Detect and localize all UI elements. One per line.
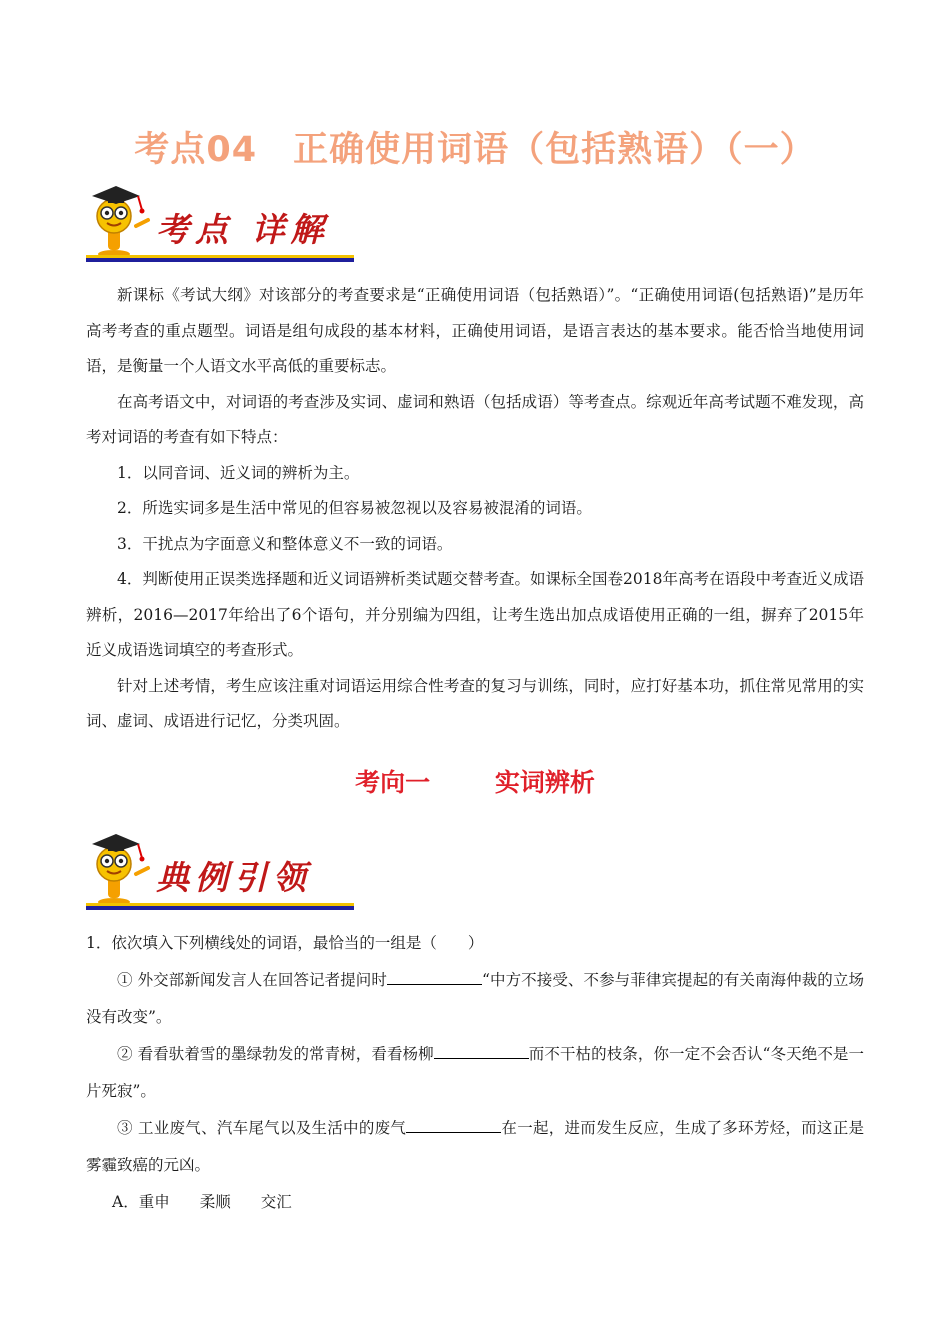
sentence-2: ② 看看驮着雪的墨绿勃发的常青树，看看杨柳 而不干枯的枝条，你一定不会否认“冬天绝不是一片死寂”。 (86, 1045, 864, 1100)
option-letter: A． (112, 1193, 139, 1211)
intro-paragraph: 在高考语文中，对词语的考查涉及实词、虚词和熟语（包括成语）等考查点。综观近年高考试题不难发现，高考对词语的考查有如下特点： (86, 392, 864, 446)
sentence-1: ① 外交部新闻发言人在回答记者提问时 “中方不接受、不参与菲律宾提起的有关南海仲裁的立场没有改变”。 (86, 971, 864, 1026)
page-title: 考点04 正确使用词语（包括熟语）（一） (134, 130, 816, 170)
section-heading (0, 763, 950, 799)
fill-blank (434, 1044, 529, 1059)
scholar-mascot-icon (86, 828, 166, 908)
banner-underline (86, 903, 354, 910)
section-topic: 实词辨析 (494, 768, 595, 797)
question-block (86, 925, 864, 1221)
fill-blank (387, 970, 482, 985)
feature-item: 4．判断使用正误类选择题和近义词语辨析类试题交替考查。如课标全国卷2018年高考在语段中考查近义成语辨析，2016—2017年给出了6个语句，并分别编为四组，让考生选出加点成语使用正确的一组，摒弃了2015年近义成语选词填空的考查形式。 (86, 570, 864, 659)
question-stem: 1．依次填入下列横线处的词语，最恰当的一组是（ ） (86, 934, 484, 952)
feature-item: 1．以同音词、近义词的辨析为主。 (117, 463, 360, 482)
fill-blank (406, 1118, 501, 1133)
banner-kaodian-xiangjie (86, 180, 354, 262)
feature-item: 3．干扰点为字面意义和整体意义不一致的词语。 (117, 534, 453, 553)
section-number: 考向一 (355, 768, 431, 797)
banner-underline (86, 255, 354, 262)
option-a: A．重申 柔顺 交汇 (112, 1193, 292, 1211)
banner-label: 典例引领 (156, 858, 312, 897)
intro-section (86, 278, 864, 740)
scholar-mascot-icon (86, 180, 166, 260)
banner-label: 考点 详解 (156, 210, 330, 249)
intro-paragraph: 新课标《考试大纲》对该部分的考查要求是“正确使用词语（包括熟语）”。“正确使用词语(包括熟语)”是历年高考考查的重点题型。词语是组句成段的基本材料，正确使用词语，是语言表达的基本要求。能否恰当地使用词语，是衡量一个人语文水平高低的重要标志。 (86, 286, 864, 375)
feature-item: 2．所选实词多是生活中常见的但容易被忽视以及容易被混淆的词语。 (117, 499, 592, 517)
banner-dianli-yinling (86, 828, 354, 910)
intro-paragraph: 针对上述考情，考生应该注重对词语运用综合性考查的复习与训练，同时，应打好基本功，抓住常见常用的实词、虚词、成语进行记忆，分类巩固。 (86, 676, 864, 730)
sentence-3: ③ 工业废气、汽车尾气以及生活中的废气 在一起，进而发生反应，生成了多环芳烃，而这正是雾霾致癌的元凶。 (86, 1119, 864, 1174)
